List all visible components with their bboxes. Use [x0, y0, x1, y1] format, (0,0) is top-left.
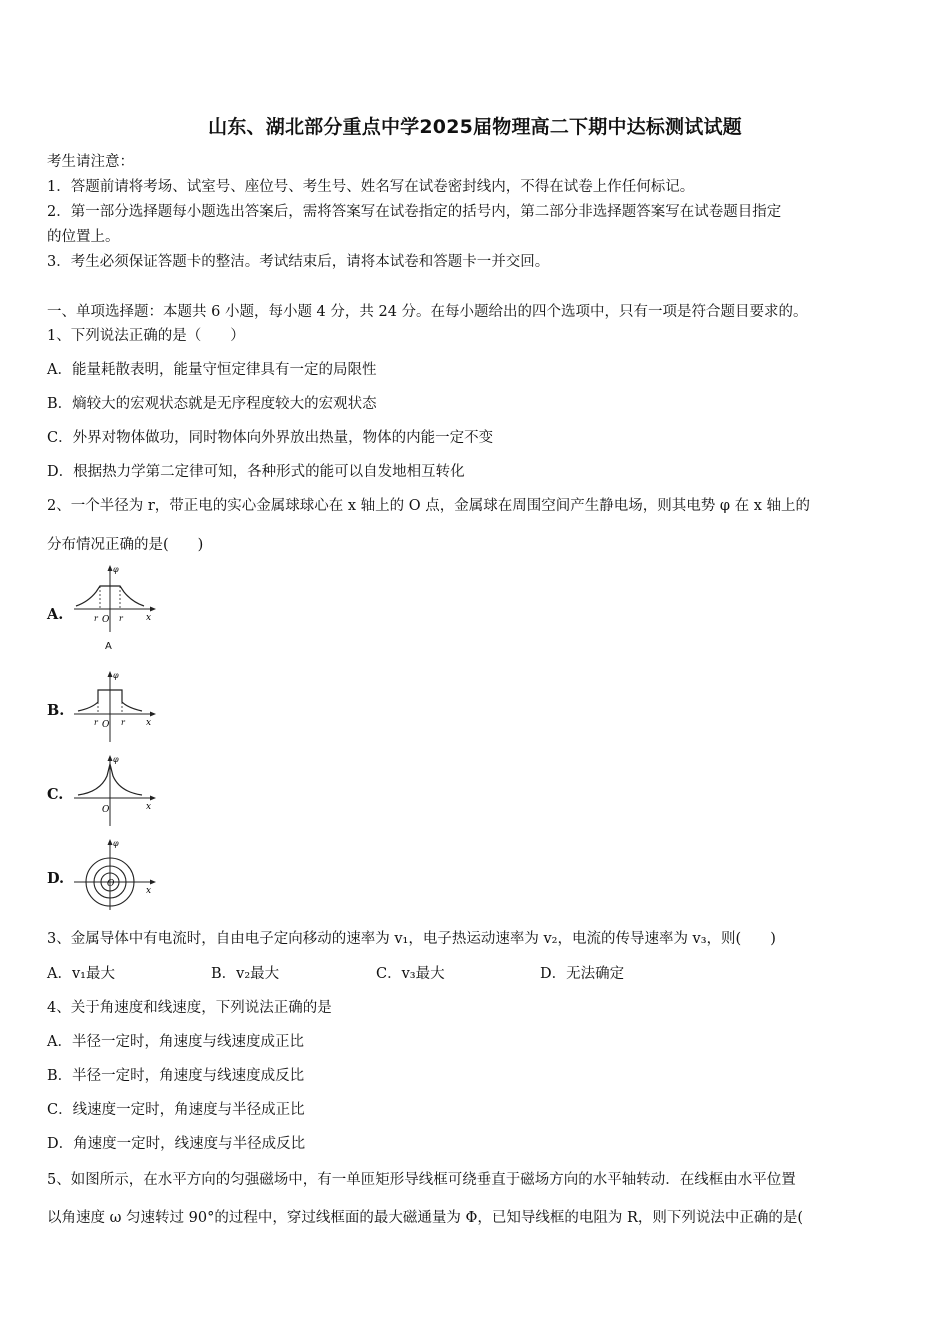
question-3-options [47, 964, 907, 984]
x-axis-label: x [146, 886, 152, 896]
question-1-option-d: D．根据热力学第二定律可知，各种形式的能可以自发地相互转化 [47, 464, 465, 480]
phi-axis-label: φ [113, 671, 119, 680]
section-heading: 一、单项选择题：本题共 6 小题，每小题 4 分，共 24 分。在每小题给出的四个选项中，只有一项是符合题目要求的。 [47, 304, 808, 320]
graph-option-a [70, 562, 160, 656]
figure-caption-a: A [105, 641, 112, 652]
question-2-option-d-label: D. [47, 870, 65, 887]
phi-axis-label: φ [113, 565, 119, 574]
origin-label: O [102, 615, 110, 625]
question-1-option-c: C．外界对物体做功，同时物体向外界放出热量，物体的内能一定不变 [47, 430, 494, 446]
origin-label: O [102, 805, 110, 815]
question-4-option-a: A．半径一定时，角速度与线速度成正比 [47, 1034, 304, 1050]
phi-axis-label: φ [113, 839, 119, 848]
question-4-option-d: D．角速度一定时，线速度与半径成反比 [47, 1136, 306, 1152]
r-label: r [94, 718, 98, 727]
notice-item: 3．考生必须保证答题卡的整洁。考试结束后，请将本试卷和答题卡一并交回。 [47, 254, 550, 270]
origin-label: O [102, 720, 110, 730]
x-axis-label: x [146, 718, 152, 728]
r-label: r [121, 718, 125, 727]
question-2-stem-line2: 分布情况正确的是( ) [47, 537, 204, 553]
phi-axis-label: φ [113, 755, 119, 764]
question-4-stem: 4、关于角速度和线速度，下列说法正确的是 [47, 1000, 332, 1016]
question-1-stem: 1、下列说法正确的是（ ） [47, 328, 245, 344]
question-1-option-a: A．能量耗散表明，能量守恒定律具有一定的局限性 [47, 362, 377, 378]
question-3-option-b: B．v₂最大 [211, 966, 280, 982]
question-2-option-b-label: B. [47, 702, 65, 719]
origin-label: O [107, 879, 115, 889]
graph-option-d [70, 836, 160, 920]
question-2-stem-line1: 2、一个半径为 r，带正电的实心金属球球心在 x 轴上的 O 点，金属球在周围空间产生静电场，则其电势 φ 在 x 轴上的 [47, 498, 811, 514]
r-label: r [94, 614, 98, 623]
x-axis-label: x [146, 613, 152, 623]
page-title: 山东、湖北部分重点中学2025届物理高二下期中达标测试试题 [208, 116, 742, 138]
question-5-stem-line2: 以角速度 ω 匀速转过 90°的过程中，穿过线框面的最大磁通量为 Φ，已知导线框的电阻为 R，则下列说法中正确的是( [47, 1210, 804, 1226]
notice-item: 1．答题前请将考场、试室号、座位号、考生号、姓名写在试卷密封线内，不得在试卷上作任何标记。 [47, 179, 695, 195]
question-2-option-c-label: C. [47, 786, 64, 803]
question-3-option-d: D．无法确定 [540, 966, 625, 982]
question-4-option-b: B．半径一定时，角速度与线速度成反比 [47, 1068, 305, 1084]
question-3-option-c: C．v₃最大 [376, 966, 445, 982]
question-3-stem: 3、金属导体中有电流时，自由电子定向移动的速率为 v₁，电子热运动速率为 v₂，电流的传导速率为 v₃，则( ) [47, 931, 776, 947]
question-5-stem-line1: 5、如图所示，在水平方向的匀强磁场中，有一单匝矩形导线框可绕垂直于磁场方向的水平轴转动．在线框由水平位置 [47, 1172, 796, 1188]
question-1-option-b: B．熵较大的宏观状态就是无序程度较大的宏观状态 [47, 396, 377, 412]
notice-item: 2．第一部分选择题每小题选出答案后，需将答案写在试卷指定的括号内，第二部分非选择题答案写在试卷题目指定 [47, 204, 782, 220]
x-axis-label: x [146, 802, 152, 812]
question-3-option-a: A．v₁最大 [47, 966, 115, 982]
graph-option-c [70, 752, 160, 836]
notice-heading: 考生请注意： [47, 154, 134, 170]
question-2-option-a-label: A. [47, 606, 64, 623]
notice-item: 的位置上。 [47, 229, 120, 245]
graph-option-b [70, 668, 160, 752]
r-label: r [119, 614, 123, 623]
question-4-option-c: C．线速度一定时，角速度与半径成正比 [47, 1102, 305, 1118]
